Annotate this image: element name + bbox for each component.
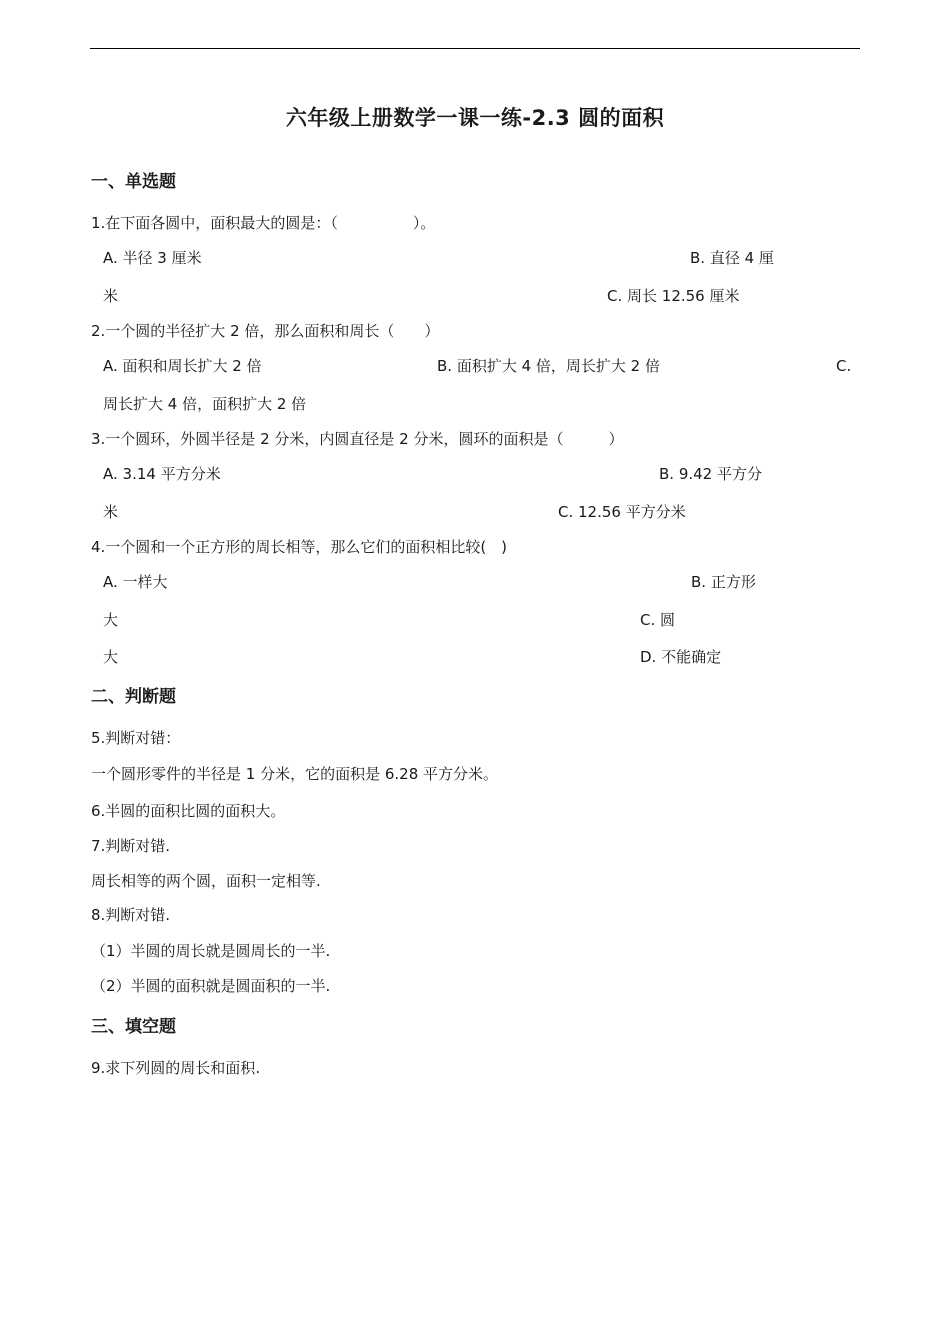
q4-option-b: B. 正方形 [691, 573, 756, 591]
section-fill-in: 三、填空题 [91, 1017, 176, 1037]
q8-part-1: （1）半圆的周长就是圆周长的一半. [91, 942, 331, 960]
q5-body: 一个圆形零件的半径是 1 分米，它的面积是 6.28 平方分米。 [91, 765, 499, 783]
q4-stem: 4.一个圆和一个正方形的周长相等，那么它们的面积相比较( ) [91, 538, 508, 556]
q2-option-c: C. [836, 357, 852, 375]
q7-body: 周长相等的两个圆，面积一定相等. [91, 872, 321, 890]
q4-option-b-cont: 大 [103, 611, 119, 629]
q3-option-b: B. 9.42 平方分 [659, 465, 762, 483]
q3-option-a: A. 3.14 平方分米 [103, 465, 221, 483]
q4-option-c-cont: 大 [103, 648, 119, 666]
q4-option-d: D. 不能确定 [640, 648, 722, 666]
q1-option-c: C. 周长 12.56 厘米 [607, 287, 740, 305]
q1-option-b: B. 直径 4 厘 [690, 249, 774, 267]
q4-option-c: C. 圆 [640, 611, 676, 629]
section-single-choice: 一、单选题 [91, 172, 176, 192]
header-rule [90, 48, 860, 49]
q1-stem: 1.在下面各圆中，面积最大的圆是：（ ）。 [91, 214, 436, 232]
q9-stem: 9.求下列圆的周长和面积. [91, 1059, 261, 1077]
page-title: 六年级上册数学一课一练-2.3 圆的面积 [285, 106, 665, 130]
q2-stem: 2.一个圆的半径扩大 2 倍，那么面积和周长（ ） [91, 322, 440, 340]
section-true-false: 二、判断题 [91, 687, 176, 707]
q1-option-b-cont: 米 [103, 287, 119, 305]
q2-option-a: A. 面积和周长扩大 2 倍 [103, 357, 262, 375]
q7-stem: 7.判断对错. [91, 837, 171, 855]
q2-option-b: B. 面积扩大 4 倍，周长扩大 2 倍 [437, 357, 660, 375]
q6-stem: 6.半圆的面积比圆的面积大。 [91, 802, 286, 820]
q8-stem: 8.判断对错. [91, 906, 171, 924]
q5-stem: 5.判断对错： [91, 729, 181, 747]
q1-option-a: A. 半径 3 厘米 [103, 249, 202, 267]
q4-option-a: A. 一样大 [103, 573, 168, 591]
q3-option-c: C. 12.56 平方分米 [558, 503, 686, 521]
q3-option-b-cont: 米 [103, 503, 119, 521]
q2-option-c-cont: 周长扩大 4 倍，面积扩大 2 倍 [103, 395, 307, 413]
q8-part-2: （2）半圆的面积就是圆面积的一半. [91, 977, 331, 995]
q3-stem: 3.一个圆环，外圆半径是 2 分米，内圆直径是 2 分米，圆环的面积是（ ） [91, 430, 624, 448]
